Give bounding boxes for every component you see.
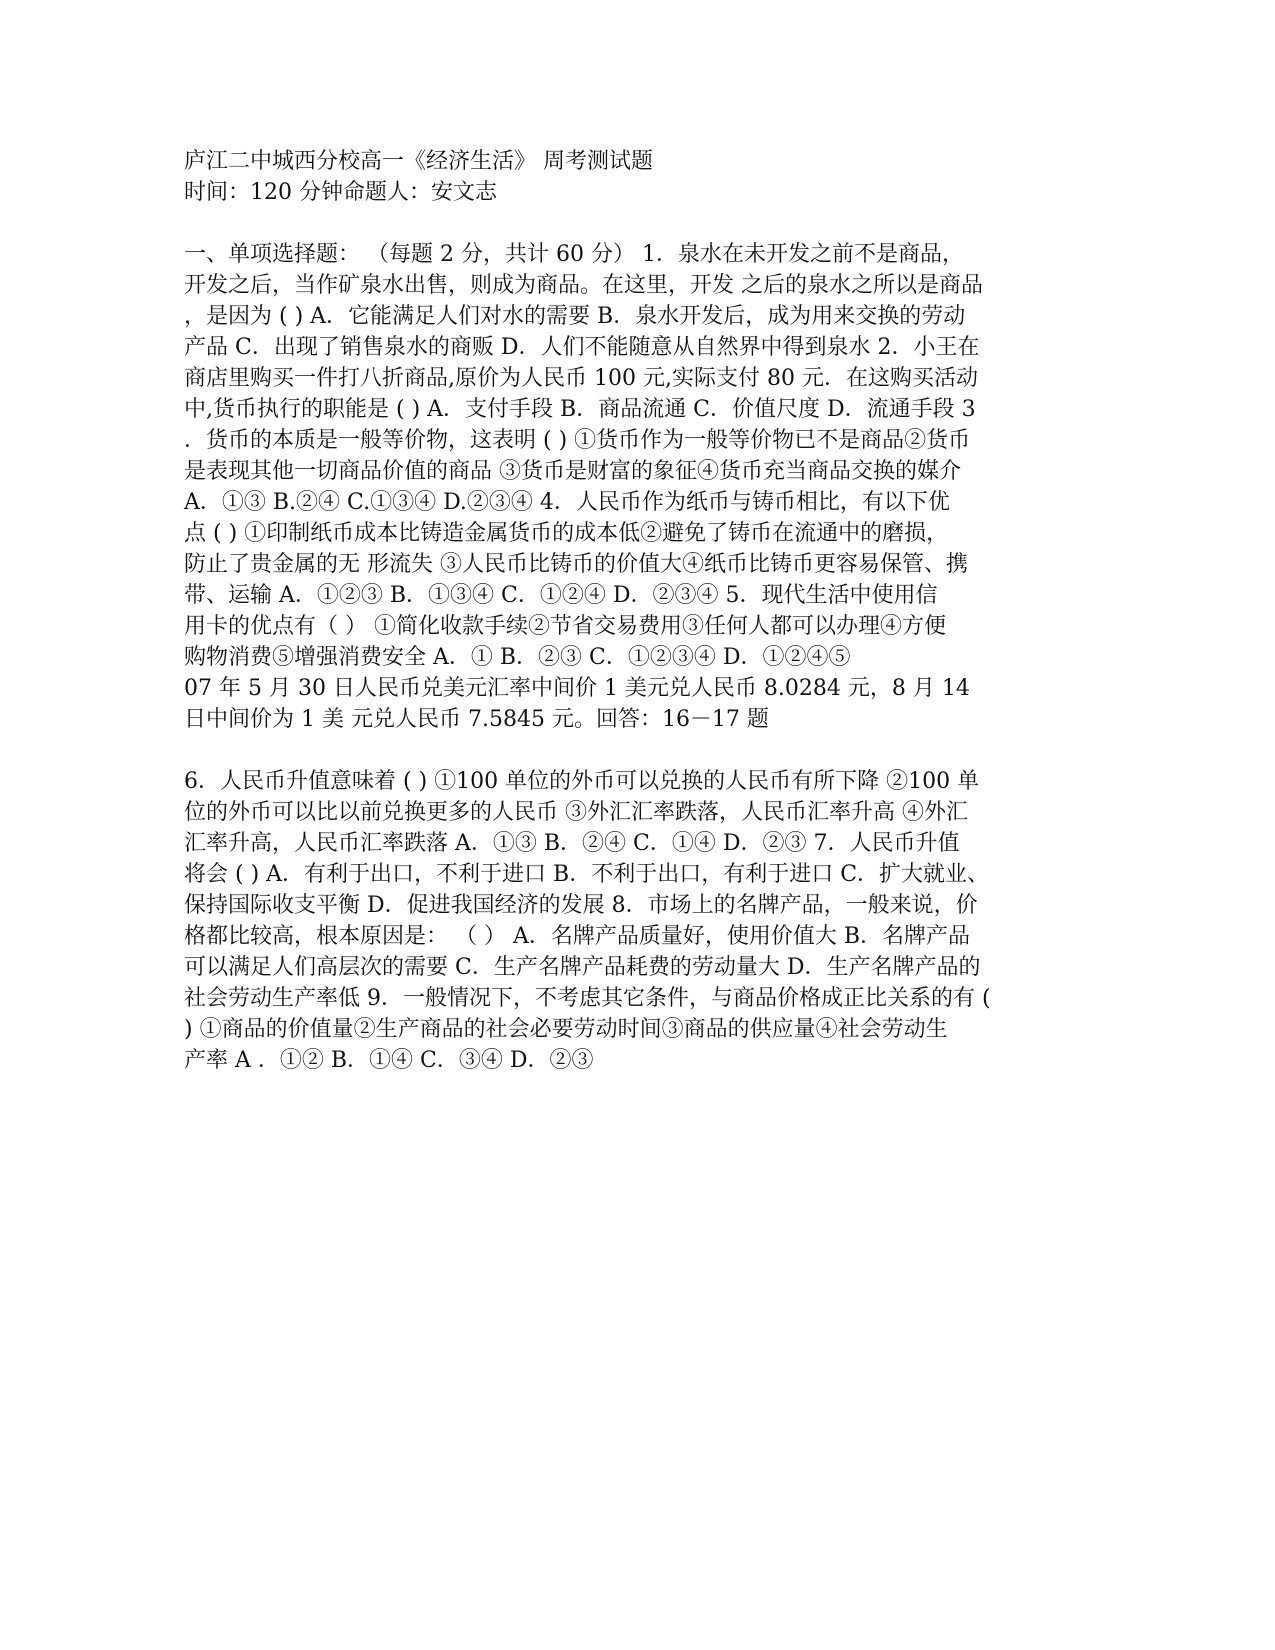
text-line: 中,货币执行的职能是 ( ) A．支付手段 B．商品流通 C．价值尺度 D．流通手段 3 [184,397,976,422]
text-line: 商店里购买一件打八折商品,原价为人民币 100 元,实际支付 80 元．在这购买活动 [184,366,978,391]
text-line: 防止了贵金属的无 形流失 ③人民币比铸币的价值大④纸币比铸币更容易保管、携 [184,552,968,577]
document-meta: 时间：120 分钟命题人：安文志 [184,180,497,205]
text-line: 07 年 5 月 30 日人民币兑美元汇率中间价 1 美元兑人民币 8.0284 元，8 月 14 [184,676,970,701]
text-line: 汇率升高，人民币汇率跌落 A．①③ B．②④ C．①④ D．②③ 7．人民币升值 [184,831,960,856]
text-line: 用卡的优点有（ ） ①简化收款手续②节省交易费用③任何人都可以办理④方便 [184,614,946,639]
question-block-1 [184,239,1074,735]
text-line: 保持国际收支平衡 D．促进我国经济的发展 8．市场上的名牌产品，一般来说，价 [184,893,978,918]
text-line: 产率 A ．①② B．①④ C．③④ D．②③ [184,1048,594,1073]
text-line: 可以满足人们高层次的需要 C．生产名牌产品耗费的劳动量大 D．生产名牌产品的 [184,955,981,980]
text-line: 位的外币可以比以前兑换更多的人民币 ③外汇汇率跌落，人民币汇率升高 ④外汇 [184,800,968,825]
text-line: A．①③ B.②④ C.①③④ D.②③④ 4．人民币作为纸币与铸币相比，有以下优 [184,490,950,515]
text-line: 带、运输 A．①②③ B．①③④ C．①②④ D．②③④ 5．现代生活中使用信 [184,583,938,608]
text-line: 格都比较高，根本原因是： （ ） A．名牌产品质量好，使用价值大 B．名牌产品 [184,924,971,949]
text-line: 6．人民币升值意味着 ( ) ①100 单位的外币可以兑换的人民币有所下降 ②100 单 [184,769,980,794]
text-line: ) ①商品的价值量②生产商品的社会必要劳动时间③商品的供应量④社会劳动生 [184,1017,948,1042]
text-line: ，是因为 ( ) A．它能满足人们对水的需要 B．泉水开发后，成为用来交换的劳动 [184,304,966,329]
text-line: ．货币的本质是一般等价物，这表明 ( ) ①货币作为一般等价物已不是商品②货币 [184,428,971,453]
text-line: 是表现其他一切商品价值的商品 ③货币是财富的象征④货币充当商品交换的媒介 [184,459,961,484]
text-line: 点 ( ) ①印制纸币成本比铸造金属货币的成本低②避免了铸币在流通中的磨损， [184,521,949,546]
blank-line [184,208,1074,239]
text-line: 购物消费⑤增强消费安全 A．① B．②③ C．①②③④ D．①②④⑤ [184,645,851,670]
text-line: 开发之后，当作矿泉水出售，则成为商品。在这里，开发 之后的泉水之所以是商品 [184,273,983,298]
text-line: 社会劳动生产率低 9．一般情况下，不考虑其它条件，与商品价格成正比关系的有 ( [184,986,991,1011]
document-title: 庐江二中城西分校高一《经济生活》 周考测试题 [184,149,653,174]
question-block-2 [184,766,1074,1076]
text-line: 一、单项选择题： （每题 2 分，共计 60 分） 1．泉水在未开发之前不是商品， [184,242,964,267]
text-line: 日中间价为 1 美 元兑人民币 7.5845 元。回答：16－17 题 [184,707,769,732]
blank-line [184,735,1074,766]
text-line: 将会 ( ) A．有利于出口，不利于进口 B．不利于出口，有利于进口 C．扩大就业、 [184,862,990,887]
document-content [184,146,1074,1076]
text-line: 产品 C．出现了销售泉水的商贩 D．人们不能随意从自然界中得到泉水 2．小王在 [184,335,980,360]
